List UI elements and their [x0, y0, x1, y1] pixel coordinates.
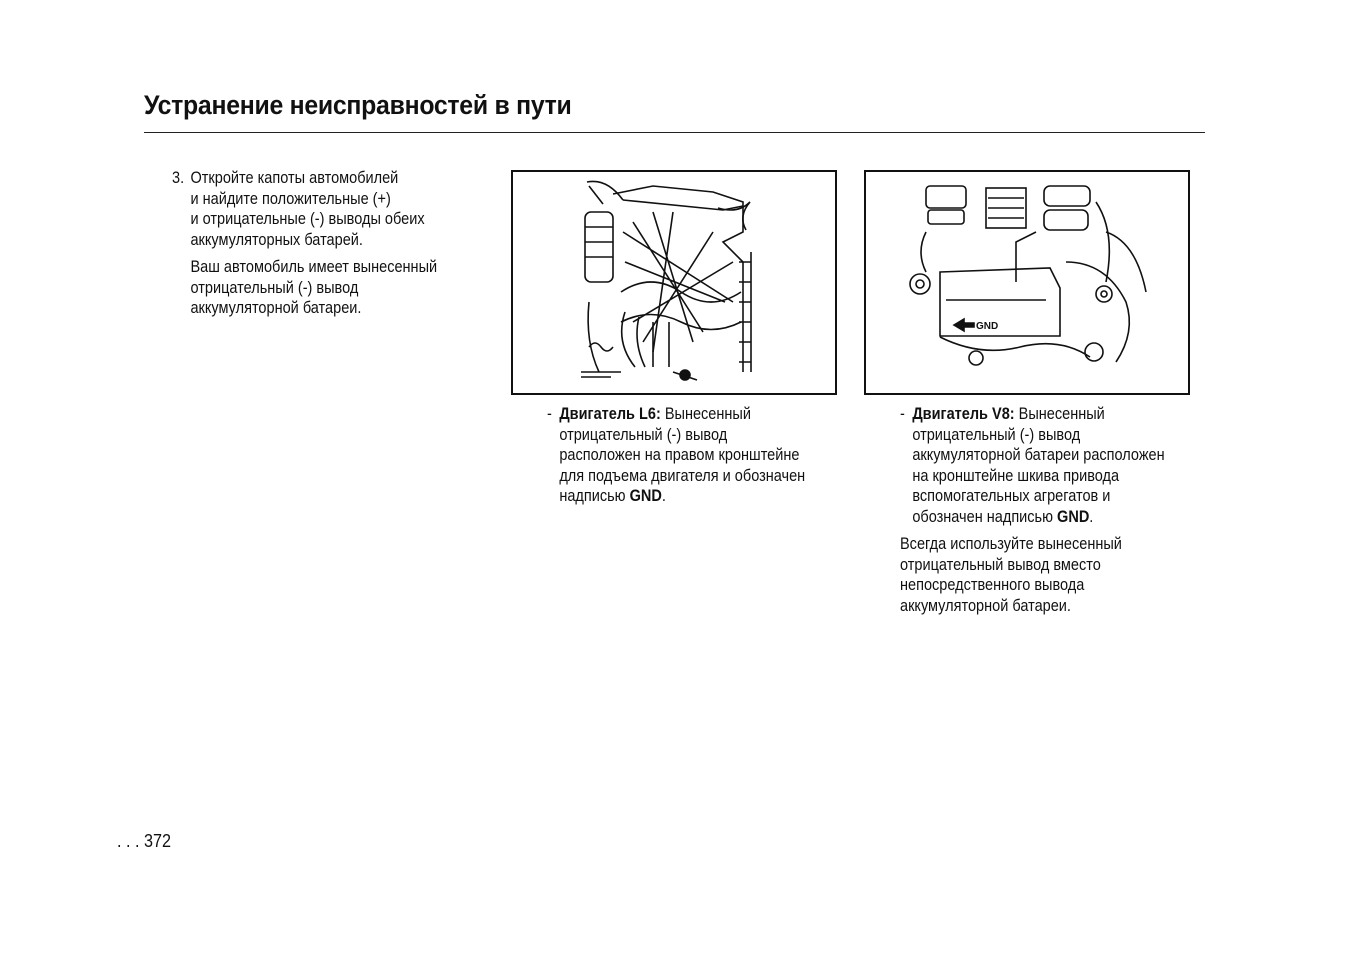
- page-number: . . . 372: [117, 831, 172, 851]
- step-text: [190, 168, 480, 250]
- ground-note: [900, 534, 1190, 616]
- step-line: и отрицательные (-) выводы обеих: [190, 210, 425, 228]
- figure-v8-engine: [864, 170, 1190, 395]
- figure-l6-engine: [511, 170, 837, 395]
- step-note-line: Ваш автомобиль имеет вынесенный: [190, 258, 438, 276]
- step-note-line: аккумуляторной батареи.: [190, 299, 362, 317]
- caption-dash: -: [547, 405, 552, 423]
- caption-line: аккумуляторной батареи расположен: [912, 446, 1165, 464]
- note-line: аккумуляторной батареи.: [900, 596, 1071, 615]
- caption-period: .: [661, 487, 666, 505]
- caption-period: .: [1089, 507, 1094, 526]
- caption-line: надписью: [559, 487, 630, 505]
- caption-dash: -: [900, 405, 905, 423]
- title-divider: [144, 132, 1205, 133]
- caption-line: обозначен надписью: [912, 507, 1058, 526]
- note-line: отрицательный вывод вместо: [900, 555, 1101, 574]
- gnd-label: GND: [976, 321, 999, 332]
- caption-body: [912, 404, 1202, 527]
- caption-line: на кронштейне шкива привода: [912, 466, 1120, 485]
- engine-v8-illustration-icon: [866, 172, 1188, 393]
- caption-line: отрицательный (-) вывод: [912, 425, 1081, 444]
- caption-line: отрицательный (-) вывод: [559, 425, 728, 444]
- step-note: [190, 257, 480, 319]
- step-note-line: отрицательный (-) вывод: [190, 278, 359, 297]
- step-body: [190, 168, 480, 319]
- note-line: непосредственного вывода: [900, 576, 1085, 594]
- caption-heading: Двигатель V8:: [912, 405, 1015, 423]
- step-line: и найдите положительные (+): [190, 189, 391, 208]
- caption-gnd: GND: [1057, 507, 1090, 526]
- caption-line: для подъема двигателя и обозначен: [559, 466, 806, 485]
- caption-text: Вынесенный: [1014, 405, 1105, 423]
- note-line: Всегда используйте вынесенный: [900, 535, 1122, 553]
- step-line: Откройте капоты автомобилей: [190, 169, 399, 187]
- page-title: Устранение неисправностей в пути: [144, 90, 572, 120]
- step-number: 3.: [172, 169, 185, 187]
- caption-line: вспомогательных агрегатов и: [912, 487, 1111, 505]
- caption-text: Вынесенный: [660, 405, 751, 423]
- engine-l6-illustration-icon: [513, 172, 835, 393]
- caption-gnd: GND: [629, 487, 662, 505]
- caption-heading: Двигатель L6:: [559, 405, 661, 423]
- caption-body: [559, 404, 849, 507]
- step-line: аккумуляторных батарей.: [190, 230, 363, 249]
- caption-line: расположен на правом кронштейне: [559, 446, 800, 464]
